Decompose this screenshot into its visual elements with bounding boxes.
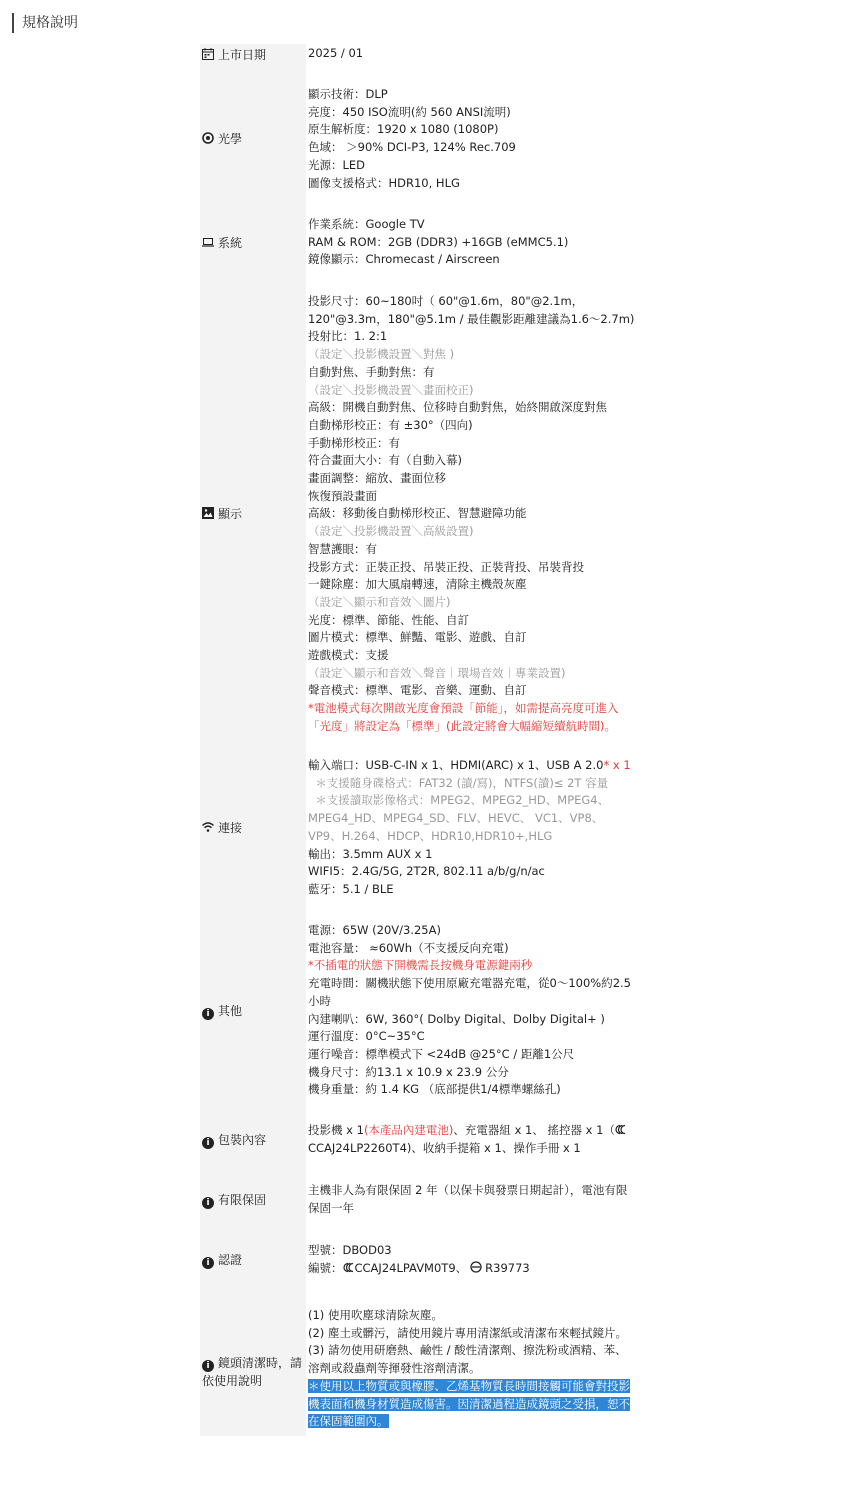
- laptop-icon: [202, 236, 214, 248]
- spec-text: 、充電器組 x 1、 搖控器 x 1（: [453, 1123, 615, 1137]
- spec-line: 高級：移動後自動梯形校正、智慧避障功能: [308, 506, 527, 521]
- spec-line: 投影方式：正裝正投、吊裝正投、正裝背投、吊裝背投: [308, 559, 584, 574]
- spec-line: WIFI5：2.4G/5G, 2T2R, 802.11 a/b/g/n/ac: [308, 864, 545, 879]
- info-icon: i: [202, 1008, 214, 1020]
- lens-icon: [202, 132, 214, 144]
- spec-line: 圖片模式：標準、鮮豔、電影、遊戲、自訂: [308, 630, 527, 645]
- spec-text: (本產品內建電池): [363, 1123, 454, 1137]
- spec-line: 符合畫面大小：有（自動入幕): [308, 453, 462, 468]
- spec-label: 有限保固: [218, 1193, 267, 1207]
- spec-line: (3) 請勿使用研磨熱、鹼性 / 酸性清潔劑、擦洗粉或酒精、苯、: [308, 1343, 627, 1358]
- spec-line: 電源：65W (20V/3.25A): [308, 923, 441, 937]
- spec-label: 包裝內容: [218, 1133, 267, 1147]
- spec-line: *電池模式每次開啟光度會預設「節能」，如需提高亮度可進入: [308, 701, 619, 716]
- spec-value: [308, 757, 640, 899]
- spec-value: [308, 1122, 640, 1157]
- spec-label: 認證: [218, 1253, 243, 1267]
- spec-line: 保固一年: [308, 1200, 354, 1215]
- spec-line: 溶劑或殺蟲劑等揮發性溶劑清潔。: [308, 1361, 481, 1376]
- spec-line: 恢復預設畫面: [308, 488, 377, 503]
- spec-line: 2025 / 01: [308, 46, 364, 60]
- spec-line: 投影尺寸：60~180吋（ 60"@1.6m，80"@2.1m，: [308, 294, 584, 308]
- selected-text[interactable]: 機表面和機身材質造成傷害。因清潔過程造成鏡頭之受損，恕不: [308, 1396, 630, 1411]
- spec-value: [308, 1307, 640, 1431]
- spec-label: 連接: [218, 821, 243, 835]
- wifi-icon: [202, 821, 214, 833]
- info-icon: i: [202, 1197, 214, 1209]
- spec-line: 機身尺寸：約13.1 x 10.9 x 23.9 公分: [308, 1064, 509, 1079]
- spec-line: （設定＼投影機設置＼對焦 ): [308, 347, 455, 362]
- spec-line: 原生解析度：1920 x 1080 (1080P): [308, 122, 499, 137]
- spec-value: [308, 1242, 640, 1277]
- spec-line: 聲音模式：標準、電影、音樂、運動、自訂: [308, 683, 527, 698]
- spec-line: 運行噪音：標準模式下 <24dB @25°C / 距離1公尺: [308, 1046, 575, 1061]
- spec-label: 其他: [218, 1004, 243, 1018]
- spec-line: 內建喇叭：6W, 360°( Dolby Digital、Dolby Digital+ ): [308, 1011, 605, 1026]
- spec-value: [308, 293, 640, 736]
- spec-line: （設定＼顯示和音效＼聲音｜環場音效｜專業設置): [308, 665, 566, 680]
- spec-line: （設定＼投影機設置＼高級設置): [308, 524, 474, 539]
- selected-text[interactable]: 在保固範圍內。: [308, 1414, 389, 1429]
- spec-text: R39773: [485, 1260, 530, 1275]
- spec-value: [308, 86, 640, 192]
- spec-text: CCAJ24LPAVM0T9、: [354, 1260, 468, 1275]
- spec-line: [308, 1413, 640, 1431]
- spec-text: 投影機 x 1: [308, 1123, 364, 1137]
- spec-line: 小時: [308, 993, 331, 1008]
- spec-line: 120"@3.3m，180"@5.1m / 最佳觀影距離建議為1.6～2.7m): [308, 311, 635, 326]
- spec-line: 「光度」將設定為「標準」(此設定將會大幅縮短續航時間)。: [308, 718, 616, 733]
- image-icon: [202, 507, 214, 519]
- spec-line: MPEG4_HD、MPEG4_SD、FLV、HEVC、 VC1、VP8、: [308, 811, 604, 826]
- spec-text: 輸入端口：USB-C-IN x 1、HDMI(ARC) x 1、USB A 2.0: [308, 758, 604, 772]
- spec-text: * x 1: [603, 758, 631, 772]
- spec-line: 亮度：450 ISO流明(約 560 ANSI流明): [308, 104, 511, 119]
- spec-label: 系統: [218, 236, 243, 250]
- spec-line: 投射比：1. 2:1: [308, 329, 388, 344]
- spec-line: ＊支援讀取影像格式：MPEG2、MPEG2_HD、MPEG4、: [308, 793, 610, 808]
- spec-line: （設定＼投影機設置＼畫面校正): [308, 382, 474, 397]
- spec-text: 編號：: [308, 1260, 343, 1275]
- spec-line: *不插電的狀態下開機需長按機身電源鍵兩秒: [308, 958, 533, 973]
- spec-line: 色域： ＞90% DCI-P3, 124% Rec.709: [308, 140, 516, 155]
- spec-value: [308, 45, 640, 63]
- spec-label: 光學: [218, 132, 243, 146]
- info-icon: i: [202, 1137, 214, 1149]
- spec-line: VP9、H.264、HDCP、HDR10,HDR10+,HLG: [308, 828, 553, 843]
- ncc-mark-icon: [343, 1262, 355, 1273]
- spec-line: 高級：開機自動對焦、位移時自動對焦，始終開啟深度對焦: [308, 400, 607, 415]
- calendar-icon: [202, 48, 214, 60]
- info-icon: i: [202, 1360, 214, 1372]
- spec-line: 畫面調整：縮放、畫面位移: [308, 471, 446, 486]
- spec-line: [308, 1378, 640, 1396]
- spec-line: [308, 757, 640, 775]
- spec-line: 電池容量： ≈60Wh（不支援反向充電): [308, 940, 509, 955]
- spec-line: 充電時間：關機狀態下使用原廠充電器充電，從0～100%約2.5: [308, 976, 631, 991]
- spec-line: 圖像支援格式：HDR10, HLG: [308, 175, 460, 190]
- spec-line: 輸出：3.5mm AUX x 1: [308, 846, 433, 861]
- spec-line: 主機非人為有限保固 2 年（以保卡與發票日期起計），電池有限: [308, 1183, 628, 1197]
- spec-value: [308, 1182, 640, 1217]
- spec-line: 光源：LED: [308, 157, 366, 172]
- bsmi-mark-icon: [470, 1261, 482, 1273]
- selected-text[interactable]: ＊使用以上物質或與橡膠、乙烯基物質長時間接觸可能會對投影: [308, 1378, 630, 1393]
- spec-line: ＊支援隨身碟格式：FAT32 (讀/寫)，NTFS(讀)≤ 2T 容量: [308, 775, 609, 790]
- spec-line: 運行溫度：0°C~35°C: [308, 1029, 425, 1044]
- spec-line: （設定＼顯示和音效＼圖片): [308, 594, 451, 609]
- spec-value: [308, 922, 640, 1099]
- spec-line: RAM & ROM：2GB (DDR3) +16GB (eMMC5.1): [308, 234, 569, 249]
- spec-line: 作業系統：Google TV: [308, 217, 425, 231]
- spec-line: 手動梯形校正：有: [308, 435, 400, 450]
- spec-line: 自動對焦、手動對焦：有: [308, 364, 435, 379]
- spec-label: 上市日期: [218, 48, 267, 62]
- spec-line: 光度：標準、節能、性能、自訂: [308, 612, 469, 627]
- spec-line: (2) 塵土或髒污，請使用鏡片專用清潔紙或清潔布來輕拭鏡片。: [308, 1325, 627, 1340]
- spec-line: [308, 1260, 640, 1278]
- section-title: 規格說明: [12, 13, 78, 33]
- spec-label: 顯示: [218, 507, 243, 521]
- label-column-background: [200, 44, 306, 1436]
- spec-line: CCAJ24LP2260T4)、收納手提箱 x 1、操作手冊 x 1: [308, 1140, 581, 1155]
- spec-line: 藍牙：5.1 / BLE: [308, 881, 394, 896]
- spec-value: [308, 216, 640, 269]
- spec-line: [308, 1122, 640, 1140]
- info-icon: i: [202, 1257, 214, 1269]
- spec-line: 鏡像顯示：Chromecast / Airscreen: [308, 252, 500, 267]
- ncc-mark-icon: [615, 1124, 627, 1135]
- spec-line: 顯示技術：DLP: [308, 87, 388, 101]
- spec-line: 智慧護眼：有: [308, 541, 377, 556]
- spec-line: 一鍵除塵：加大風扇轉速，清除主機殼灰塵: [308, 577, 527, 592]
- spec-line: 型號：DBOD03: [308, 1243, 392, 1257]
- spec-line: 遊戲模式：支援: [308, 648, 389, 663]
- spec-line: 機身重量：約 1.4 KG （底部提供1/4標準螺絲孔): [308, 1082, 561, 1097]
- spec-line: 自動梯形校正：有 ±30°（四向): [308, 417, 473, 432]
- spec-label: 鏡頭清潔時，請依使用說明: [202, 1356, 303, 1388]
- spec-line: [308, 1396, 640, 1414]
- spec-line: (1) 使用吹塵球清除灰塵。: [308, 1308, 443, 1322]
